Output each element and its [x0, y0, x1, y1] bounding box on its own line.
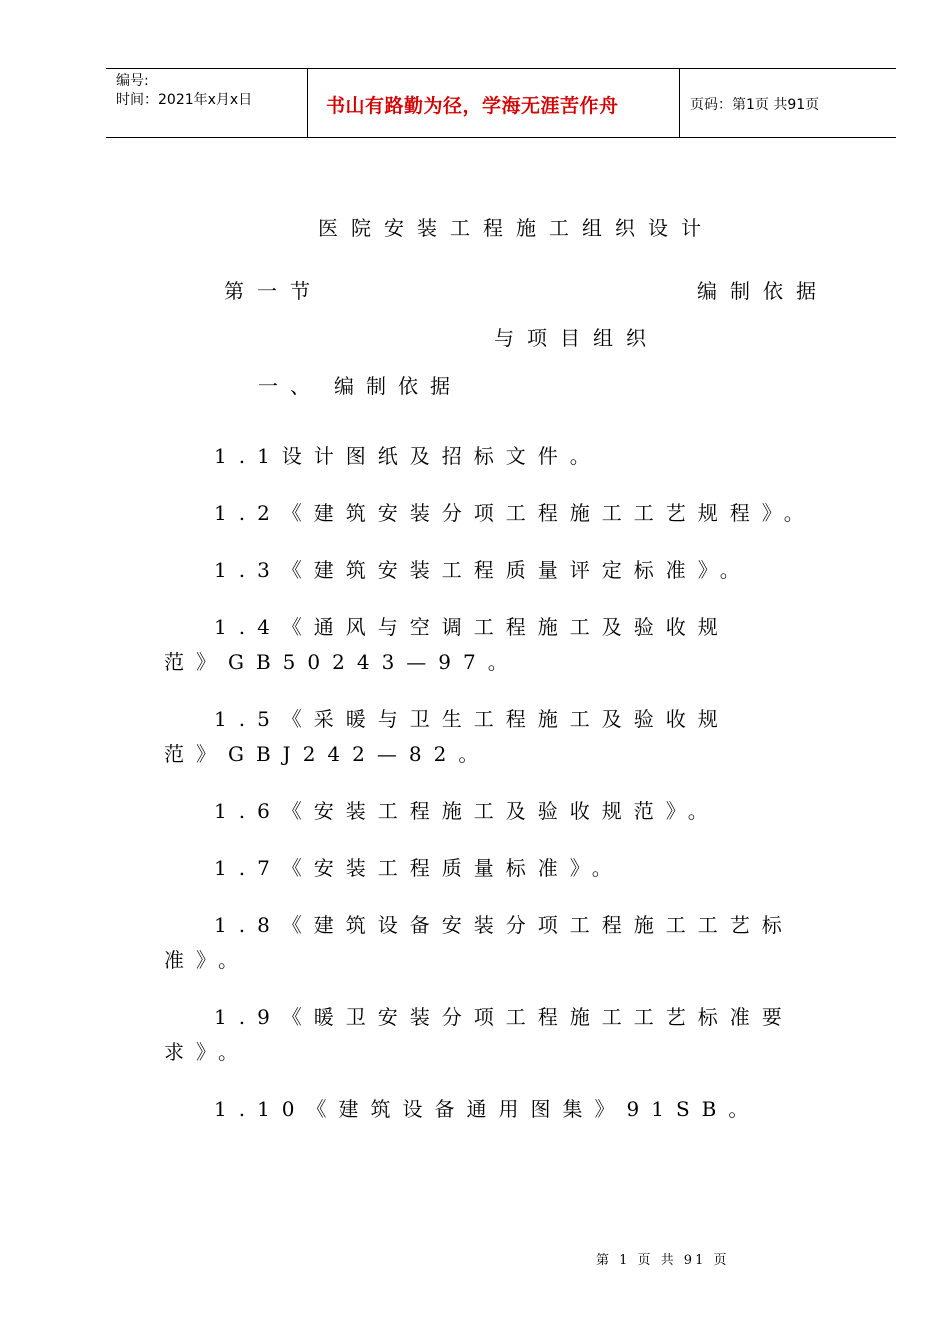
list-item-continuation: 范》GBJ242—82。: [164, 742, 491, 766]
page-footer: 第 1 页 共 91 页: [596, 1253, 730, 1268]
list-item: 1.1设计图纸及招标文件。: [214, 444, 602, 468]
header-divider: [307, 69, 308, 137]
list-item: 1.6《安装工程施工及验收规范》。: [214, 799, 720, 823]
list-item-continuation: 准》。: [164, 948, 250, 972]
list-item-continuation: 求》。: [164, 1040, 250, 1064]
section-number: 第一节: [224, 279, 323, 303]
header-left-cell: [116, 72, 252, 110]
list-item: 1.7《安装工程质量标准》。: [214, 856, 624, 880]
list-item-continuation: 范》GB50243—97。: [164, 650, 520, 674]
header-page-info: 页码：第1页 共91页: [690, 97, 820, 113]
header-table: [106, 68, 896, 138]
document-title: 医院安装工程施工组织设计: [318, 216, 714, 240]
list-item: 1.10《建筑设备通用图集》91SB。: [214, 1097, 761, 1121]
document-time-label: 时间：2021年x月x日: [116, 92, 253, 108]
sub-heading: 编制依据: [334, 374, 462, 398]
list-item: 1.3《建筑安装工程质量评定标准》。: [214, 558, 752, 582]
document-number-label: 编号:: [116, 73, 149, 89]
section-title-part1: 编制依据: [697, 279, 829, 303]
list-item: 1.9《暖卫安装分项工程施工工艺标准要: [214, 1005, 794, 1029]
list-item: 1.4《通风与空调工程施工及验收规: [214, 615, 730, 639]
header-divider: [679, 69, 680, 137]
header-motto: 书山有路勤为径，学海无涯苦作舟: [326, 95, 619, 117]
list-item: 1.8《建筑设备安装分项工程施工工艺标: [214, 913, 794, 937]
list-item: 1.5《采暖与卫生工程施工及验收规: [214, 707, 730, 731]
sub-heading-number: 一、: [258, 374, 322, 398]
section-title-part2: 与项目组织: [494, 326, 659, 350]
list-item: 1.2《建筑安装分项工程施工工艺规程》。: [214, 501, 816, 525]
